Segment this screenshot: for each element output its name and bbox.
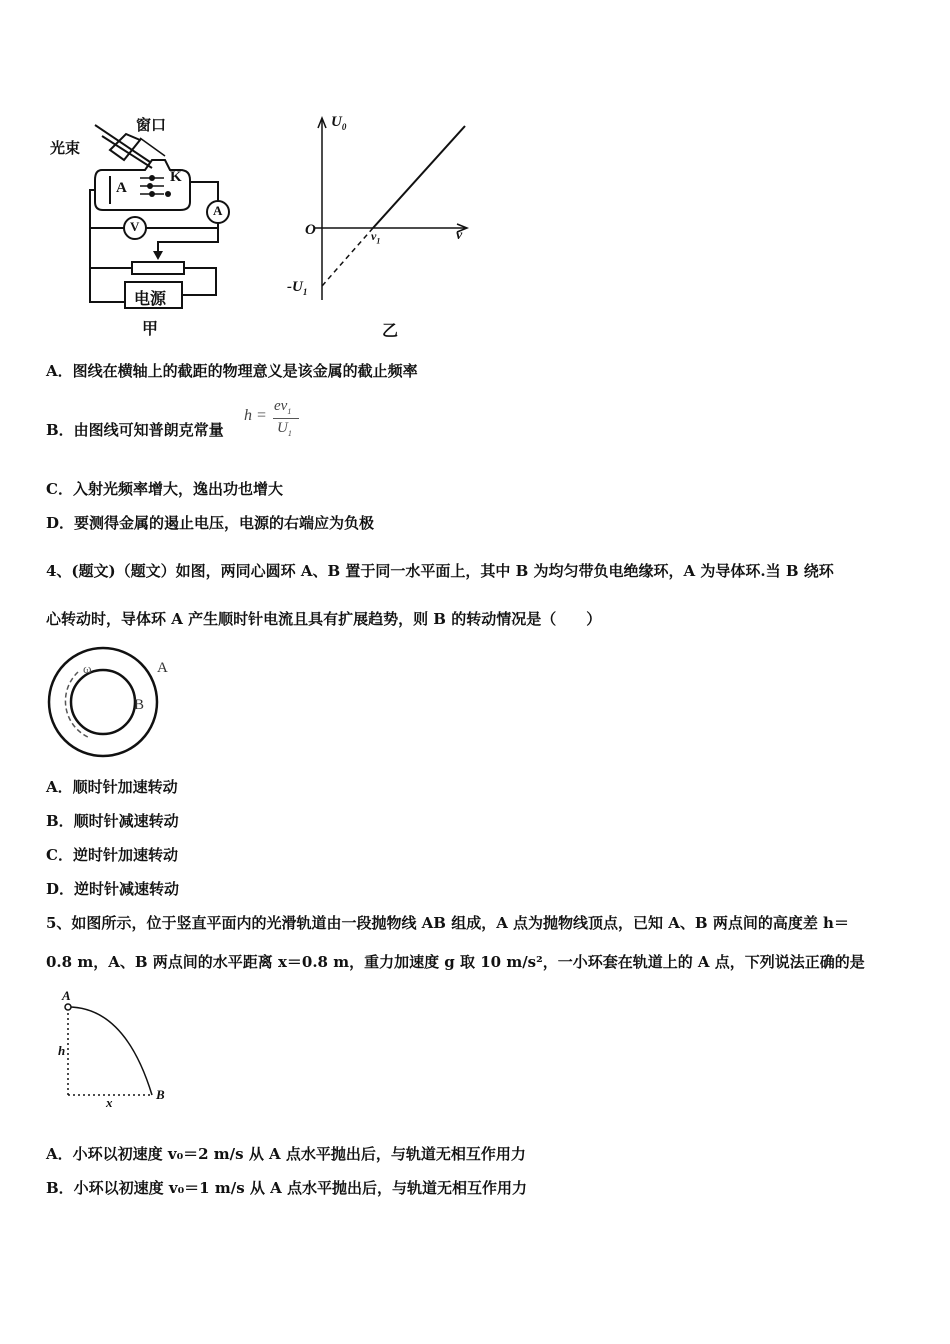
graph-line-dashed <box>322 228 373 286</box>
omega-label: ω <box>83 661 92 676</box>
parabola-track-figure <box>55 995 185 1105</box>
q5-stem-line1: 5、如图所示，位于竖直平面内的光滑轨道由一段抛物线 AB 组成，A 点为抛物线顶点，已知 A、B 两点间的高度差 h＝ <box>46 914 849 932</box>
figure-jia-caption: 甲 <box>142 319 159 338</box>
point-b-label: B <box>156 1087 165 1102</box>
ammeter-label: A <box>213 203 223 218</box>
stopping-voltage-graph <box>285 110 480 310</box>
q5-option-a: A．小环以初速度 v₀＝2 m/s 从 A 点水平抛出后，与轨道无相互作用力 <box>46 1145 526 1163</box>
q3-option-c: C．入射光频率增大，逸出功也增大 <box>46 480 283 498</box>
intercept-x-label: $\nu_1$ <box>371 229 381 246</box>
voltmeter-label: V <box>130 219 140 234</box>
q4-stem-line1: 4、(题文)（题文）如图，两同心圆环 A、B 置于同一水平面上，其中 B 为均匀带负电绝缘环，A 为导体环.当 B 绕环 <box>46 562 834 580</box>
y-axis-label: $U_0$ <box>331 114 347 132</box>
origin-label: O <box>305 222 316 238</box>
graph-line-solid <box>373 126 465 228</box>
power-label: 电源 <box>134 289 167 308</box>
beam-label: 光束 <box>50 139 81 157</box>
ring-a-label: A <box>157 660 168 676</box>
q5-stem-line2: 0.8 m，A、B 两点间的水平距离 x＝0.8 m，重力加速度 g 取 10 m/s²，一小环套在轨道上的 A 点，下列说法正确的是 <box>46 953 865 971</box>
q4-option-c: C．逆时针加速转动 <box>46 846 178 864</box>
intercept-y-label: $-U_1$ <box>287 279 308 297</box>
ring-b-label: B <box>134 697 145 713</box>
cathode-label: K <box>170 169 182 185</box>
formula-denominator: $U_1$ <box>277 420 292 438</box>
anode-label: A <box>116 180 127 196</box>
window-label: 窗口 <box>136 116 167 134</box>
figure-yi-caption: 乙 <box>382 321 399 340</box>
q4-option-d: D．逆时针减速转动 <box>46 880 180 898</box>
width-label: x <box>106 1095 113 1110</box>
q3-option-d: D．要测得金属的遏止电压，电源的右端应为负极 <box>46 514 375 532</box>
q4-option-a: A．顺时针加速转动 <box>46 778 178 796</box>
fraction-bar <box>273 418 299 419</box>
point-a-label: A <box>62 988 71 1003</box>
height-label: h <box>58 1043 66 1058</box>
q4-stem-line2: 心转动时，导体环 A 产生顺时针电流且具有扩展趋势，则 B 的转动情况是（ ） <box>46 610 602 628</box>
formula-numerator: $e\nu_1$ <box>274 398 292 416</box>
q3-option-a: A．图线在横轴上的截距的物理意义是该金属的截止频率 <box>46 362 418 380</box>
planck-formula: h = $e\nu_1$ $U_1$ <box>244 398 314 444</box>
q4-option-b: B．顺时针减速转动 <box>46 812 179 830</box>
q5-option-b: B．小环以初速度 v₀＝1 m/s 从 A 点水平抛出后，与轨道无相互作用力 <box>46 1179 527 1197</box>
q3-option-b: B．由图线可知普朗克常量 <box>46 421 224 439</box>
x-axis-label: ν <box>456 228 463 243</box>
